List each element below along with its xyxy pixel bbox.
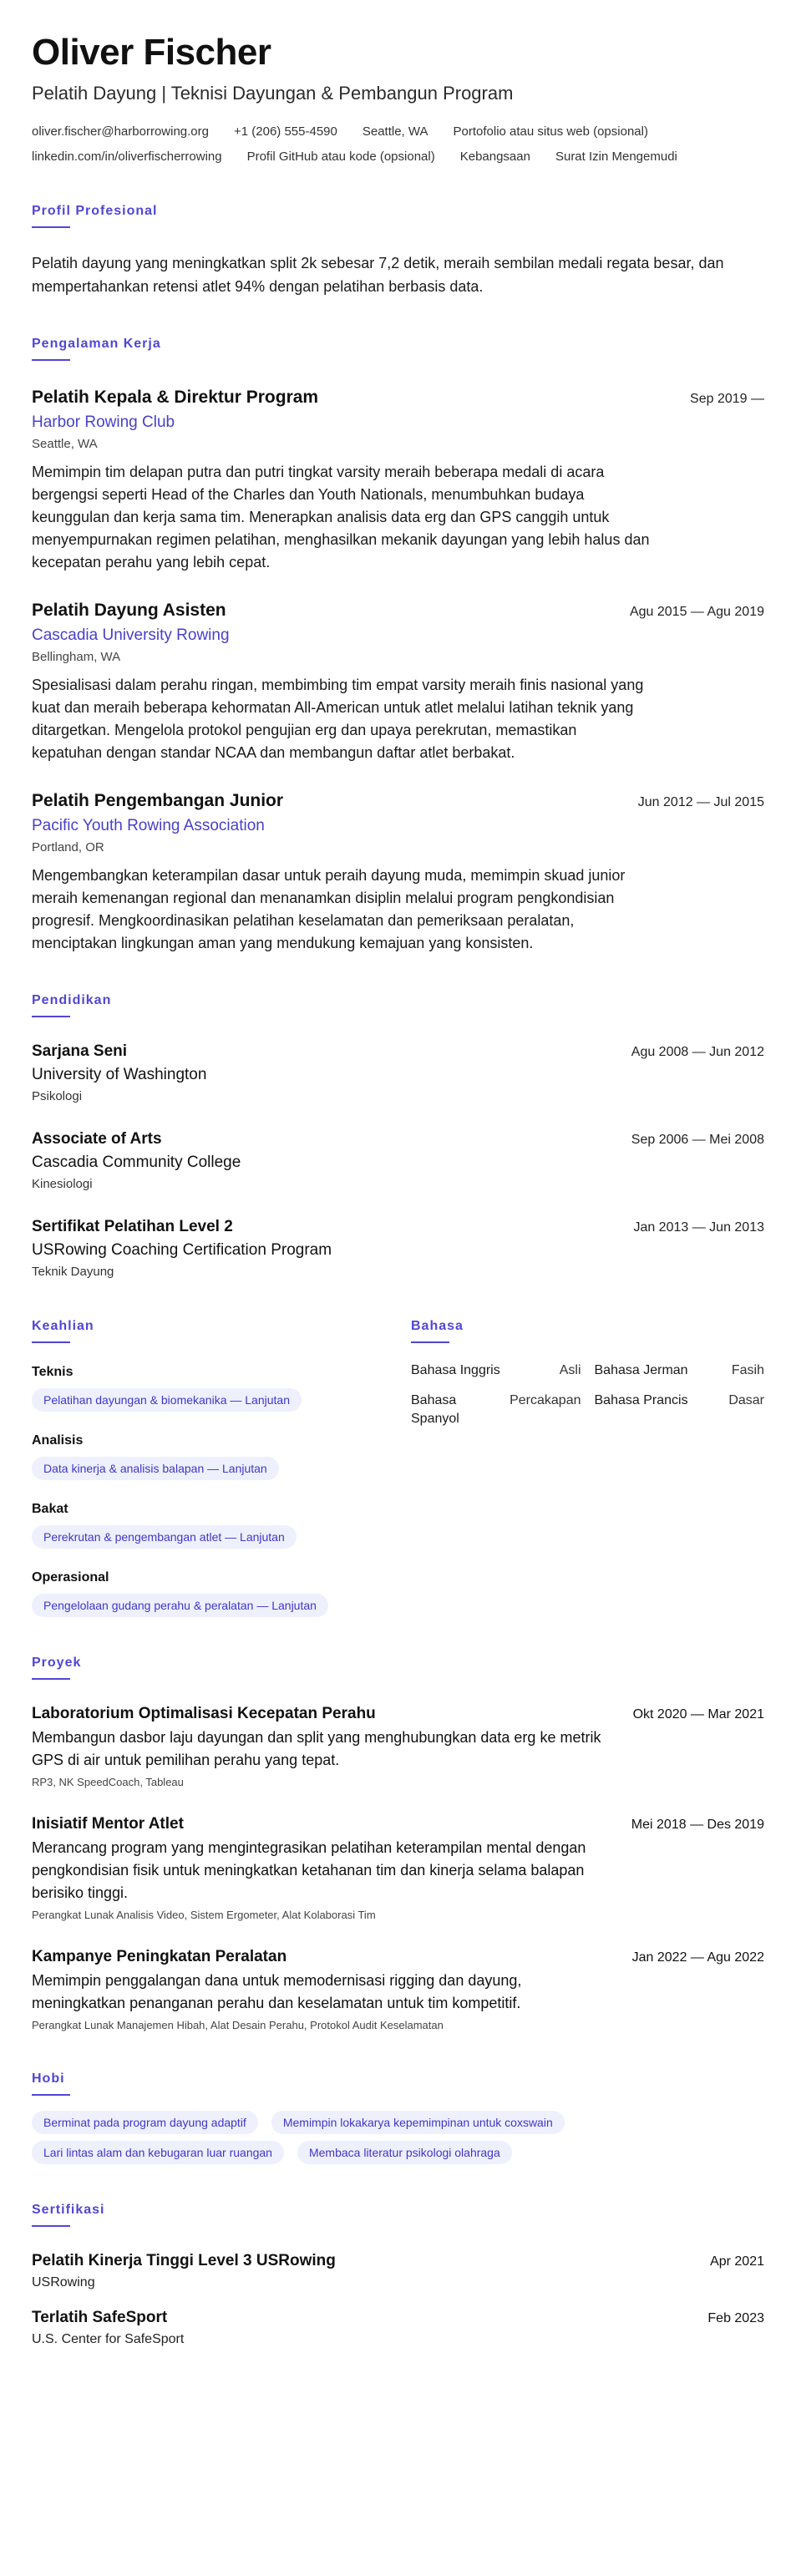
job-title: Pelatih Kepala & Direktur Program <box>32 388 319 407</box>
section-title-skills: Keahlian <box>32 1319 94 1333</box>
education-dates: Sep 2006 — Mei 2008 <box>631 1133 764 1147</box>
language-name: Bahasa Inggris <box>411 1363 500 1377</box>
skill-group <box>32 1569 381 1617</box>
section-education <box>32 991 764 1280</box>
github-link[interactable]: Profil GitHub atau kode (opsional) <box>246 150 435 164</box>
section-divider <box>32 1016 70 1017</box>
skill-tag: Pelatihan dayungan & biomekanika — Lanjutan <box>32 1388 302 1412</box>
school: University of Washington <box>32 1066 207 1083</box>
employer: Pacific Youth Rowing Association <box>32 817 265 834</box>
certification-title: Pelatih Kinerja Tinggi Level 3 USRowing <box>32 2252 336 2269</box>
job-dates: Agu 2015 — Agu 2019 <box>629 605 764 619</box>
resume-header <box>32 32 764 165</box>
phone-number[interactable]: +1 (206) 555-4590 <box>234 124 337 139</box>
hobby-tag: Memimpin lokakarya kepemimpinan untuk coxswain <box>271 2111 565 2134</box>
language-item <box>595 1392 765 1428</box>
profile-summary: Pelatih dayung yang meningkatkan split 2k sebesar 7,2 detik, meraih sembilan medali regata besar, dan mempertahankan retensi atlet 94% dengan pelatihan berbasis data. <box>32 255 724 295</box>
section-title-certifications: Sertifikasi <box>32 2203 105 2217</box>
job-location: Bellingham, WA <box>32 650 121 664</box>
certification-date: Apr 2021 <box>710 2254 764 2269</box>
section-title-education: Pendidikan <box>32 993 112 1007</box>
field-of-study: Teknik Dayung <box>32 1265 114 1279</box>
section-title-languages: Bahasa <box>411 1319 464 1333</box>
experience-item <box>32 599 764 764</box>
nationality: Kebangsaan <box>459 150 530 164</box>
section-certifications <box>32 2201 764 2349</box>
section-experience <box>32 335 764 955</box>
certification-issuer: USRowing <box>32 2275 95 2289</box>
section-title-experience: Pengalaman Kerja <box>32 337 161 351</box>
location: Seattle, WA <box>362 124 428 139</box>
resume <box>32 32 764 2349</box>
section-divider <box>32 2225 70 2227</box>
candidate-name: Oliver Fischer <box>32 32 271 73</box>
certification-title: Terlatih SafeSport <box>32 2309 168 2326</box>
field-of-study: Psikologi <box>32 1089 83 1103</box>
language-item <box>595 1362 765 1380</box>
headline: Pelatih Dayung | Teknisi Dayungan & Pembangun Program <box>32 83 514 104</box>
project-description: Membangun dasbor laju dayungan dan split yang menghubungkan data erg ke metrik GPS di air untuk pemilihan perahu yang tepat. <box>32 1729 601 1768</box>
section-title-hobbies: Hobi <box>32 2071 65 2086</box>
degree: Associate of Arts <box>32 1130 162 1148</box>
email-link[interactable]: oliver.fischer@harborrowing.org <box>32 124 209 139</box>
certification-item <box>32 2250 764 2292</box>
language-name: Bahasa Spanyol <box>411 1393 459 1426</box>
section-languages <box>411 1280 764 1617</box>
skill-group <box>32 1500 381 1549</box>
project-tools: Perangkat Lunak Manajemen Hibah, Alat Desain Perahu, Protokol Audit Keselamatan <box>32 2019 444 2031</box>
job-location: Seattle, WA <box>32 437 98 451</box>
skill-group <box>32 1363 381 1412</box>
skill-category: Analisis <box>32 1433 84 1448</box>
section-divider <box>32 2094 70 2096</box>
project-dates: Mei 2018 — Des 2019 <box>631 1818 764 1832</box>
job-dates: Sep 2019 — <box>690 392 764 406</box>
language-level: Dasar <box>728 1393 764 1407</box>
hobby-tag: Lari lintas alam dan kebugaran luar ruangan <box>32 2141 284 2164</box>
school: Cascadia Community College <box>32 1154 241 1171</box>
field-of-study: Kinesiologi <box>32 1177 93 1191</box>
section-profile <box>32 202 764 298</box>
education-item <box>32 1216 764 1280</box>
experience-item <box>32 789 764 955</box>
skill-tag: Pengelolaan gudang perahu & peralatan — Lanjutan <box>32 1594 328 1617</box>
linkedin-link[interactable]: linkedin.com/in/oliverfischerrowing <box>32 150 222 164</box>
skill-tag: Perekrutan & pengembangan atlet — Lanjutan <box>32 1525 297 1549</box>
skill-category: Operasional <box>32 1570 109 1585</box>
job-description: Spesialisasi dalam perahu ringan, membimbing tim empat varsity meraih finis nasional yang kuat dan meraih beberapa kehormatan All-American untuk atlet melalui latihan teknik yang ditargetkan. Mengelola protokol pengujian erg dan upaya perekrutan, memastikan kepatuhan dengan standar NCAA dan membangun daftar atlet berbakat. <box>32 677 644 761</box>
project-description: Memimpin penggalangan dana untuk memodernisasi rigging dan dayung, meningkatkan penanganan perahu dan keselamatan untuk tim kompetitif. <box>32 1972 522 2011</box>
job-description: Memimpin tim delapan putra dan putri tingkat varsity meraih beberapa medali di acara bergengsi seperti Head of the Charles dan Youth Nationals, menumbuhkan budaya keunggulan dan kerja sama tim. Menerapkan analisis data erg dan GPS canggih untuk menyempurnakan regimen pelatihan, menghasilkan mekanik dayungan yang lebih halus dan kecepatan perahu yang lebih cepat. <box>32 464 650 570</box>
project-item <box>32 1703 764 1790</box>
project-item <box>32 1946 764 2033</box>
certification-date: Feb 2023 <box>707 2311 764 2325</box>
section-divider <box>32 1341 70 1343</box>
job-title: Pelatih Pengembangan Junior <box>32 791 284 810</box>
project-dates: Okt 2020 — Mar 2021 <box>632 1707 764 1722</box>
degree: Sarjana Seni <box>32 1042 128 1060</box>
hobby-tag: Berminat pada program dayung adaptif <box>32 2111 258 2134</box>
certification-item <box>32 2307 764 2349</box>
section-divider <box>32 359 70 361</box>
language-list <box>411 1362 764 1428</box>
degree: Sertifikat Pelatihan Level 2 <box>32 1218 233 1235</box>
skill-category: Teknis <box>32 1365 74 1379</box>
project-title: Kampanye Peningkatan Peralatan <box>32 1948 287 1965</box>
job-title: Pelatih Dayung Asisten <box>32 601 226 620</box>
hobby-list <box>32 2111 667 2164</box>
project-dates: Jan 2022 — Agu 2022 <box>631 1950 764 1965</box>
education-item <box>32 1041 764 1105</box>
section-title-projects: Proyek <box>32 1656 82 1670</box>
contact-list <box>32 124 764 165</box>
job-location: Portland, OR <box>32 840 104 854</box>
section-skills <box>32 1280 381 1617</box>
employer: Cascadia University Rowing <box>32 626 230 644</box>
project-tools: RP3, NK SpeedCoach, Tableau <box>32 1776 184 1788</box>
language-item <box>411 1392 581 1428</box>
skill-group <box>32 1432 381 1480</box>
education-dates: Agu 2008 — Jun 2012 <box>631 1045 764 1059</box>
portfolio-link[interactable]: Portofolio atau situs web (opsional) <box>453 124 648 139</box>
section-divider <box>32 1678 70 1680</box>
section-divider <box>411 1341 449 1343</box>
hobby-tag: Membaca literatur psikologi olahraga <box>297 2141 512 2164</box>
language-name: Bahasa Prancis <box>594 1393 688 1407</box>
language-item <box>411 1362 581 1380</box>
school: USRowing Coaching Certification Program <box>32 1241 332 1259</box>
certification-issuer: U.S. Center for SafeSport <box>32 2332 185 2346</box>
project-description: Merancang program yang mengintegrasikan pelatihan keterampilan mental dengan pengkondisian fisik untuk meningkatkan ketahanan tim dan kinerja selama balapan berisiko tinggi. <box>32 1839 586 1901</box>
section-title-profile: Profil Profesional <box>32 204 158 218</box>
skill-tag: Data kinerja & analisis balapan — Lanjutan <box>32 1457 279 1480</box>
education-item <box>32 1128 764 1193</box>
project-title: Laboratorium Optimalisasi Kecepatan Perahu <box>32 1705 376 1722</box>
section-projects <box>32 1654 764 2033</box>
section-divider <box>32 226 70 228</box>
experience-item <box>32 386 764 574</box>
project-item <box>32 1813 764 1923</box>
education-dates: Jan 2013 — Jun 2013 <box>633 1220 764 1235</box>
job-description: Mengembangkan keterampilan dasar untuk peraih dayung muda, memimpin skuad junior meraih kemenangan regional dan menanamkan disiplin melalui program pengkondisian progresif. Mengkoordinasikan pelatihan keselamatan dan pemeriksaan peralatan, menciptakan lingkungan aman yang mendukung kemajuan yang konsisten. <box>32 867 626 951</box>
section-hobbies <box>32 2070 764 2164</box>
project-tools: Perangkat Lunak Analisis Video, Sistem Ergometer, Alat Kolaborasi Tim <box>32 1909 376 1921</box>
language-name: Bahasa Jerman <box>594 1363 688 1377</box>
language-level: Fasih <box>731 1363 764 1377</box>
skills-languages-row <box>32 1280 764 1617</box>
project-title: Inisiatif Mentor Atlet <box>32 1815 184 1833</box>
job-dates: Jun 2012 — Jul 2015 <box>637 795 764 809</box>
employer: Harbor Rowing Club <box>32 413 175 431</box>
drivers-license: Surat Izin Mengemudi <box>555 150 677 164</box>
language-level: Asli <box>559 1363 581 1377</box>
language-level: Percakapan <box>510 1393 581 1407</box>
skill-category: Bakat <box>32 1502 68 1516</box>
